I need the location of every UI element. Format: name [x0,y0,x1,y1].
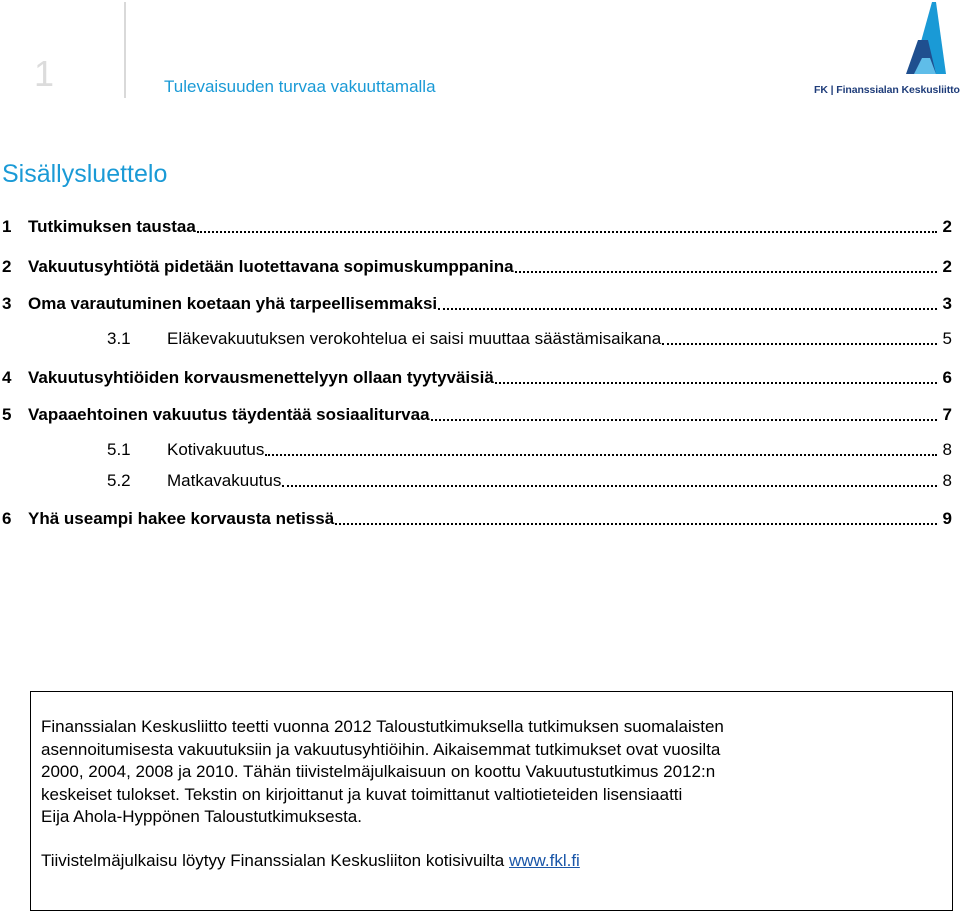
toc-entry[interactable] [0,439,952,461]
summary-box [30,691,953,911]
website-paragraph [41,850,921,873]
toc-entry-page: 8 [942,471,952,490]
toc-leader [282,485,937,487]
toc-entry-page: 2 [942,257,952,276]
toc-entry-title: Yhä useampi hakee korvausta netissä [28,509,335,528]
summary-line: keskeiset tulokset. Tekstin on kirjoittanut ja kuvat toimittanut valtiotieteiden lisensiaatti [41,784,683,804]
toc-entry-number: 6 [2,509,12,528]
summary-line: 2000, 2004, 2008 ja 2010. Tähän tiivistelmäjulkaisuun on koottu Vakuutustutkimus 2012:n [41,762,716,782]
toc-entry-title: Vapaaehtoinen vakuutus täydentää sosiaaliturvaa [28,405,430,424]
toc-entry-title: Vakuutusyhtiöiden korvausmenettelyyn ollaan tyytyväisiä [28,368,494,387]
website-link[interactable]: www.fkl.fi [509,851,580,870]
toc-entry[interactable] [0,216,952,238]
toc-entry[interactable] [0,404,952,426]
toc-entry-page: 9 [942,509,952,528]
summary-line: Finanssialan Keskusliitto teetti vuonna 2012 Taloustutkimuksella tutkimuksen suomalaisten [41,717,724,736]
toc-leader [662,343,937,345]
toc-entry-page: 8 [942,440,952,459]
toc-leader [431,419,937,421]
summary-line: Eija Ahola-Hyppönen Taloustutkimuksesta. [41,807,362,827]
fk-logo [814,0,960,100]
toc-entry[interactable] [0,293,952,315]
toc-entry-number: 4 [2,368,12,387]
toc-entry[interactable] [0,256,952,278]
toc-leader [265,454,937,456]
toc-entry-page: 6 [942,368,952,387]
website-text: Tiivistelmäjulkaisu löytyy Finanssialan Keskusliiton kotisivuilta [41,851,509,870]
toc-entry-page: 3 [942,294,952,313]
summary-paragraph [41,716,921,829]
toc-entry-title: Kotivakuutus [167,440,265,459]
toc-entry-page: 5 [942,329,952,348]
toc-entry-number: 1 [2,217,12,236]
toc-entry-number: 5 [2,405,12,424]
toc-entry-number: 3.1 [107,329,131,348]
logo-text: FK | Finanssialan Keskusliitto [814,84,960,96]
toc-entry[interactable] [0,470,952,492]
toc-leader [335,523,937,525]
toc-entry[interactable] [0,367,952,389]
toc-leader [515,271,937,273]
toc-leader [495,382,937,384]
toc-entry[interactable] [0,328,952,350]
toc-entry[interactable] [0,508,952,530]
toc-entry-title: Oma varautuminen koetaan yhä tarpeellisemmaksi [28,294,438,313]
toc-entry-title: Matkavakuutus [167,471,282,490]
toc-leader [197,231,937,233]
toc-entry-title: Eläkevakuutuksen verokohtelua ei saisi muuttaa säästämisaikana [167,329,662,348]
page-number: 1 [34,53,55,94]
toc-entry-number: 2 [2,257,12,276]
toc-entry-page: 2 [942,217,952,236]
toc-entry-number: 5.2 [107,471,131,490]
toc-entry-number: 5.1 [107,440,131,459]
toc-entry-title: Tutkimuksen taustaa [28,217,196,236]
summary-line: asennoitumisesta vakuutuksiin ja vakuutusyhtiöihin. Aikaisemmat tutkimukset ovat vuosilta [41,739,721,759]
toc-leader [438,308,937,310]
toc-entry-title: Vakuutusyhtiötä pidetään luotettavana sopimuskumppanina [28,257,514,276]
header-title: Tulevaisuuden turvaa vakuuttamalla [164,77,436,96]
header-divider [124,2,126,98]
toc-entry-page: 7 [942,405,952,424]
fk-logo-mark-icon [814,0,960,84]
toc-heading: Sisällysluettelo [2,160,168,188]
toc-entry-number: 3 [2,294,12,313]
